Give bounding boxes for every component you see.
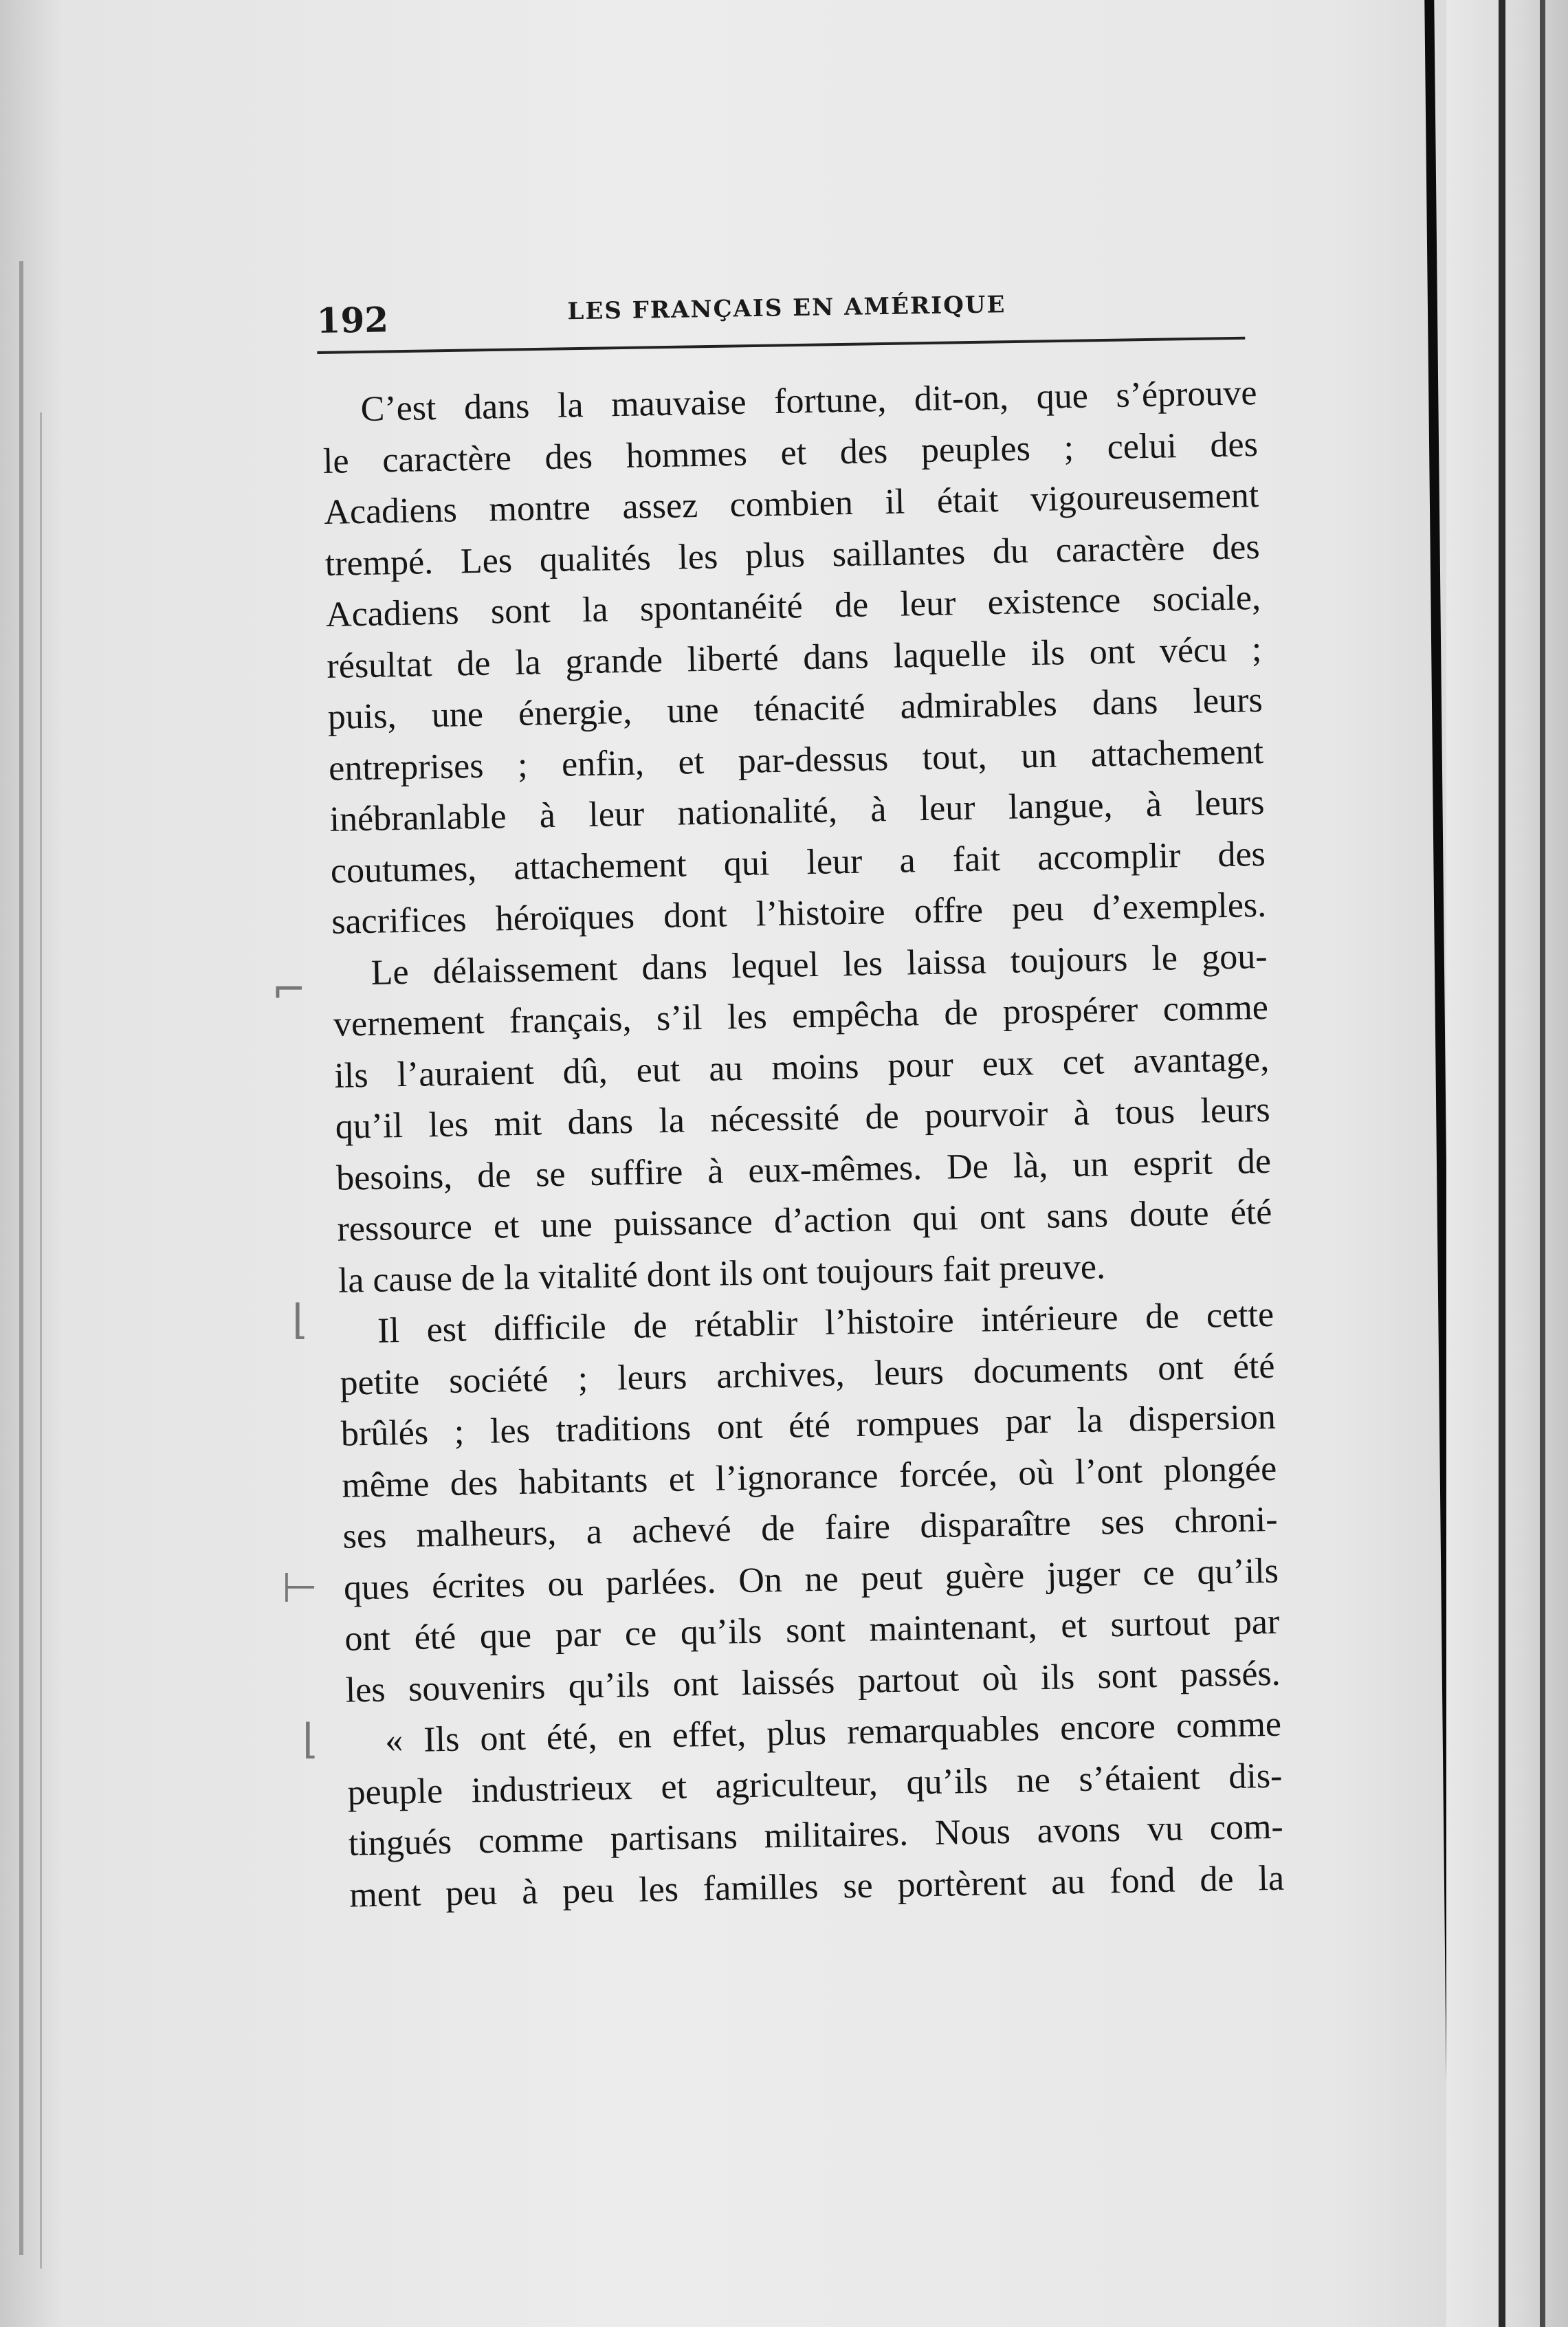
text-line: qu’il les mit dans la nécessité de pourvoir à tous leurs — [335, 1090, 1271, 1147]
paragraph — [339, 1289, 1323, 1717]
text-line: la cause de la vitalité dont ils ont toujours fait preuve. — [338, 1246, 1106, 1301]
text-line: sacrifices héroïques dont l’histoire offre peu d’exemples. — [331, 885, 1267, 942]
paragraph — [346, 1699, 1325, 1921]
text-line: Acadiens montre assez combien il était vigoureusement — [323, 476, 1259, 532]
outer-edge-line-2 — [1540, 0, 1545, 2327]
text-line: ont été que par ce qu’ils sont maintenant, et surtout par — [344, 1602, 1280, 1659]
text-line: résultat de la grande liberté dans laquelle ils ont vécu ; — [326, 629, 1262, 686]
text-line: ressource et une puissance d’action qui ont sans doute été — [336, 1192, 1272, 1249]
text-line: « Ils ont été, en effet, plus remarquables encore comme — [384, 1704, 1282, 1761]
text-line: petite société ; leurs archives, leurs documents ont été — [340, 1346, 1275, 1403]
running-title: LES FRANÇAIS EN AMÉRIQUE — [567, 291, 1006, 326]
margin-pencil-mark: ⌊ — [292, 1296, 309, 1344]
text-line: ment peu à peu les familles se portèrent au fond de la — [349, 1858, 1285, 1915]
text-line: entreprises ; enfin, et par-dessus tout, un attachement — [328, 731, 1264, 788]
binding-shadow — [19, 261, 23, 2255]
text-line: ques écrites ou parlées. On ne peut guère juger ce qu’ils — [343, 1551, 1279, 1608]
outer-edge-line — [1499, 0, 1505, 2327]
binding-shadow-secondary — [40, 412, 42, 2269]
text-line: Le délaissement dans lequel les laissa toujours le gou- — [371, 936, 1268, 993]
text-line: inébranlable à leur nationalité, à leur langue, à leurs — [329, 782, 1265, 839]
text-line: C’est dans la mauvaise fortune, dit-on, que s’éprouve — [360, 373, 1257, 429]
text-line: puis, une énergie, une ténacité admirables dans leurs — [327, 681, 1263, 737]
page-number: 192 — [316, 299, 389, 341]
text-line: tingués comme partisans militaires. Nous avons vu com- — [348, 1807, 1284, 1864]
margin-pencil-mark: ⌊ — [302, 1715, 319, 1763]
margin-pencil-mark: ⌐ — [272, 966, 307, 1014]
text-line: Acadiens sont la spontanéité de leur existence sociale, — [325, 578, 1261, 635]
margin-pencil-mark: ⊢ — [282, 1564, 318, 1612]
body-text — [322, 367, 1326, 1921]
text-line: Il est difficile de rétablir l’histoire intérieure de cette — [377, 1294, 1274, 1351]
text-line: même des habitants et l’ignorance forcée, où l’ont plongée — [341, 1448, 1277, 1506]
text-line: trempé. Les qualités les plus saillantes du caractère des — [324, 527, 1261, 584]
text-line: brûlés ; les traditions ont été rompues par la dispersion — [340, 1397, 1277, 1454]
text-line: le caractère des hommes et des peuples ; celui des — [322, 424, 1259, 481]
text-line: peuple industrieux et agriculteur, qu’ils ne s’étaient dis- — [347, 1756, 1283, 1813]
text-line: vernement français, s’il les empêcha de prospérer comme — [333, 987, 1269, 1044]
text-line: les souvenirs qu’ils ont laissés partout où ils sont passés. — [345, 1653, 1281, 1710]
paragraph — [322, 367, 1308, 948]
paragraph — [332, 930, 1314, 1306]
text-line: ses malheurs, a achevé de faire disparaître ses chroni- — [342, 1499, 1278, 1556]
adjacent-leaf — [1446, 0, 1568, 2327]
text-line: coutumes, attachement qui leur a fait accomplir des — [330, 834, 1266, 891]
text-line: ils l’auraient dû, eut au moins pour eux cet avantage, — [333, 1039, 1270, 1096]
text-line: besoins, de se suffire à eux-mêmes. De là, un esprit de — [335, 1141, 1272, 1198]
